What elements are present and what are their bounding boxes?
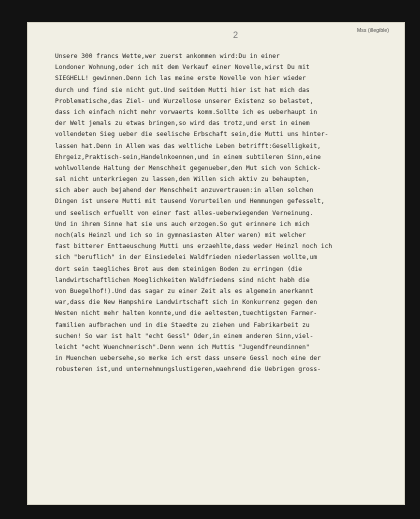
text-line: Problematische,das Ziel- und Wurzellose unserer Existenz so belastet, [55,97,314,105]
text-line: sal nicht unterkriegen zu lassen,den Willen sich aktiv zu behaupten, [55,176,310,184]
text-line: leicht "echt Wuenchnerisch".Denn wenn ich Muttis "Jugendfreundinnen" [55,343,310,351]
text-line: sich "beruflich" in der Einsiedelei Waldfrieden niederlassen wollte,um [55,254,318,262]
letter-body [55,51,400,375]
text-line: Westen nicht mehr halten konnte,und die aeltesten,tuechtigsten Farmer- [55,310,318,318]
text-line: wohlwollende Haltung der Menschheit gegenueber,den Mut sich von Schick- [55,164,321,172]
text-line: landwirtschaftlichen Moeglichkeiten Waldfriedens sind nicht habh die [55,276,310,284]
text-line: von Buegelhof!).Und das sagar zu einer Zeit als es algemein anerkannt [55,287,314,295]
text-line: vollendeten Sieg ueber die seelische Erbschaft sein,die Mutti uns hinter- [55,131,329,139]
text-line: familien aufbrachen und in die Staedte zu ziehen und Fabrikarbeit zu [55,321,310,329]
text-line: der Welt jemals zu etwas bringen,so wird das trotz,und erst in einem [55,120,310,128]
text-line: war,dass die New Hampshire Landwirtschaft sich in Konkurrenz gegen den [55,299,318,307]
text-line: noch(als Heinzl und ich so in gymnasiasten Alter waren) mit welcher [55,232,306,239]
text-line: dass ich einfach nicht mehr vorwaerts komm.Sollte ich es ueberhaupt in [55,108,318,116]
archive-reference-note: Mss (illegible) [357,28,390,34]
text-line: Londoner Wohnung,oder ich mit dem Verkauf einer Novelle,wirst Du mit [55,64,310,72]
text-line: dort sein taegliches Brot aus dem steinigen Boden zu erringen (die [55,265,303,273]
text-line: lassen hat.Denn in Allem was das weltliche Leben betrifft:Geselligkeit, [55,142,321,150]
text-line: und seelisch erfuellt von einer fast alles-ueberwiegenden Verneinung. [55,209,314,217]
text-line: robusteren ist,und unternehmungslustigeren,waehrend die Uebrigen gross- [55,366,321,374]
text-line: Unsere 300 francs Wette,wer zuerst ankommen wird:Du in einer [55,53,280,60]
text-line: suchen! So war ist halt "echt Gessl" Oder,in einem anderen Sinn,viel- [55,332,314,340]
text-line: durch und find sie nicht gut.Und seitdem Mutti hier ist hat mich das [55,86,310,94]
text-line: fast bitterer Enttaeuschung Mutti uns erzaehlte,dass weder Heinzl noch ich [55,243,333,251]
text-line: Ehrgeiz,Praktisch-sein,Handelnkoennen,und in einem subtileren Sinn,eine [55,153,321,161]
text-line: in Muenchen uebersehe,so merke ich erst dass unsere Gessl noch eine der [55,355,321,363]
text-line: Und in ihrem Sinne hat sie uns auch erzogen.So gut erinnere ich mich [55,220,310,228]
text-line: Dingen ist unsere Mutti mit tausend Vorurteilen und Hemmungen gefesselt, [55,198,325,206]
text-line: sich aber auch bejahend der Menschheit anzuvertrauen:in allen solchen [55,187,314,195]
text-line: SIEGHELL! gewinnen.Denn ich las meine erste Novelle von hier wieder [55,75,306,83]
page-number: 2 [233,30,239,40]
letter-page [27,22,405,505]
